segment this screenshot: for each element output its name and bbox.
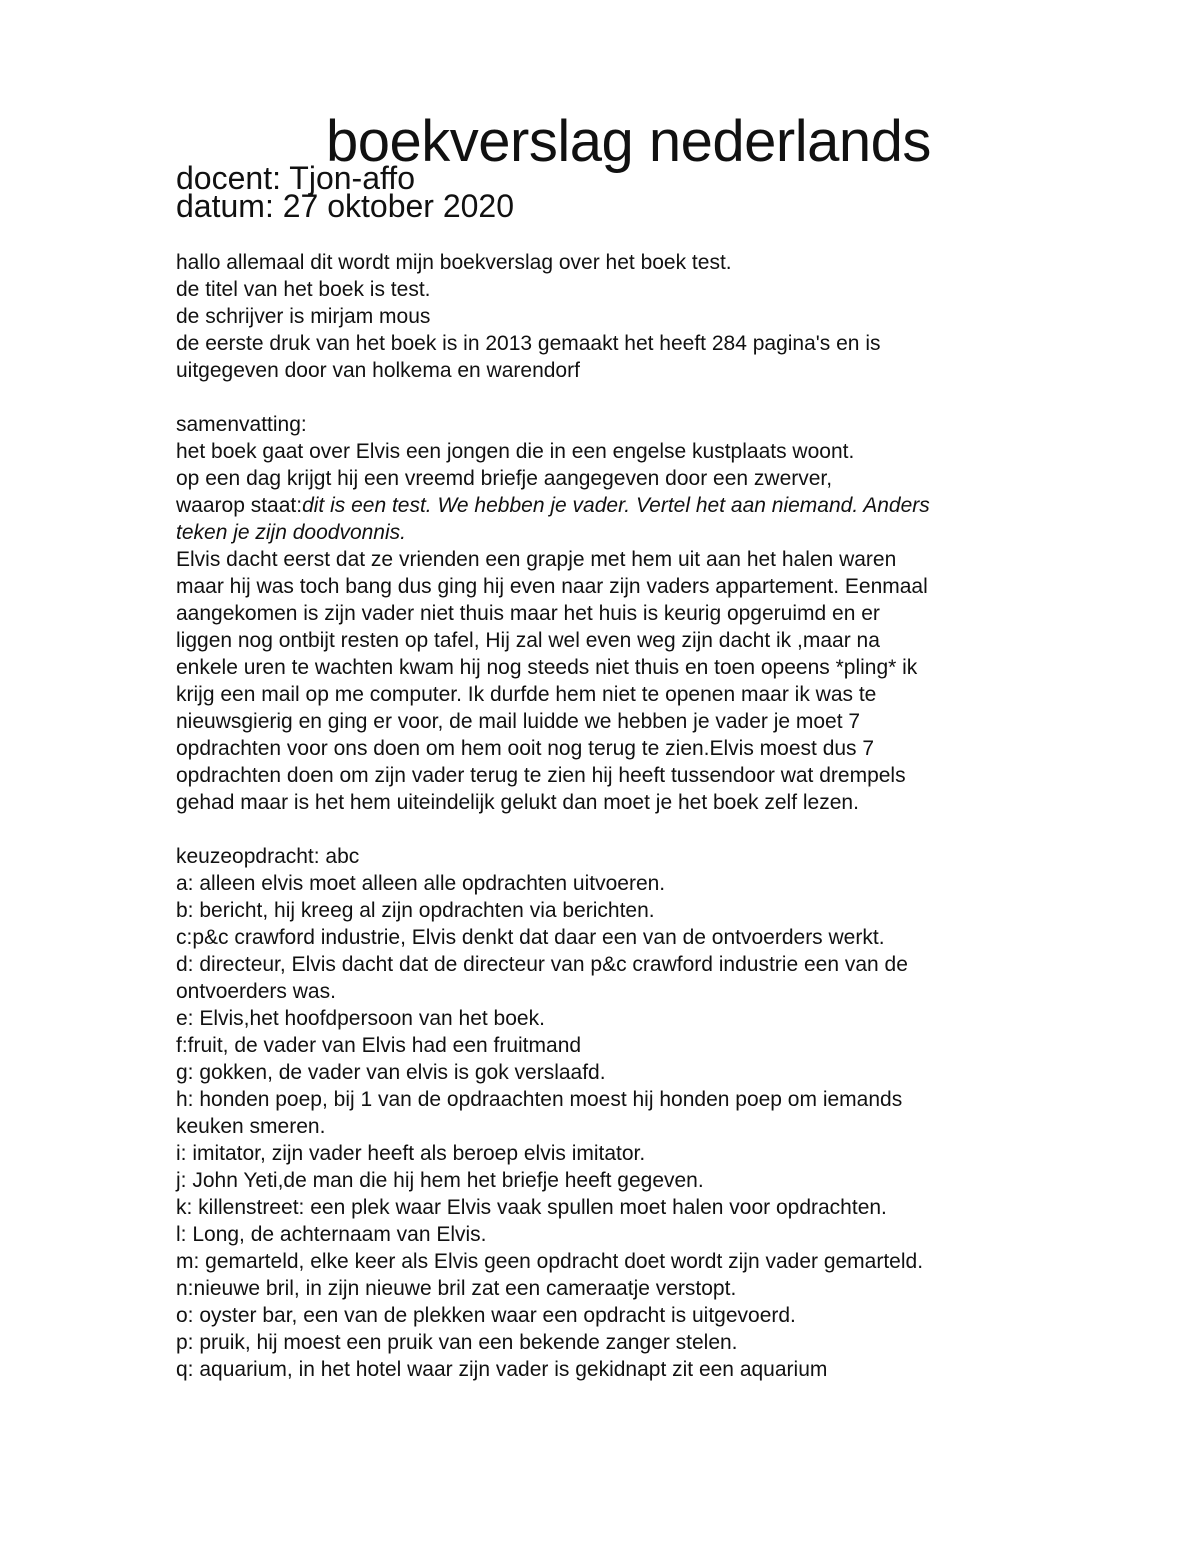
letter-quote: dit is een test. We hebben je vader. Vertel het aan niemand. Anders xyxy=(302,494,930,517)
abc-item: a: alleen elvis moet alleen alle opdrachten uitvoeren. xyxy=(176,872,666,895)
abc-heading: keuzeopdracht: abc xyxy=(176,845,360,868)
summary-line: opdrachten doen om zijn vader terug te zien hij heeft tussendoor wat drempels xyxy=(176,764,906,787)
summary-line: maar hij was toch bang dus ging hij even naar zijn vaders appartement. Eenmaal xyxy=(176,575,928,598)
abc-item: q: aquarium, in het hotel waar zijn vader is gekidnapt zit een aquarium xyxy=(176,1358,828,1381)
abc-section xyxy=(176,843,1036,1383)
summary-line: nieuwsgierig en ging er voor, de mail luidde we hebben je vader je moet 7 xyxy=(176,710,861,733)
summary-line: krijg een mail op me computer. Ik durfde hem niet te openen maar ik was te xyxy=(176,683,877,706)
abc-item: ontvoerders was. xyxy=(176,980,336,1003)
summary-line xyxy=(176,492,1036,519)
abc-item: e: Elvis,het hoofdpersoon van het boek. xyxy=(176,1007,545,1030)
paragraph-gap xyxy=(176,816,1036,843)
abc-item: b: bericht, hij kreeg al zijn opdrachten via berichten. xyxy=(176,899,655,922)
intro-section xyxy=(176,249,1036,384)
abc-item: g: gokken, de vader van elvis is gok verslaafd. xyxy=(176,1061,606,1084)
summary-section xyxy=(176,411,1036,816)
abc-item: c:p&c crawford industrie, Elvis denkt dat daar een van de ontvoerders werkt. xyxy=(176,926,885,949)
abc-item: i: imitator, zijn vader heeft als beroep elvis imitator. xyxy=(176,1142,646,1165)
summary-line: op een dag krijgt hij een vreemd briefje aangegeven door een zwerver, xyxy=(176,467,833,490)
abc-item: j: John Yeti,de man die hij hem het briefje heeft gegeven. xyxy=(176,1169,704,1192)
abc-item: o: oyster bar, een van de plekken waar een opdracht is uitgevoerd. xyxy=(176,1304,796,1327)
summary-line: aangekomen is zijn vader niet thuis maar het huis is keurig opgeruimd en er xyxy=(176,602,880,625)
letter-quote-continued: teken je zijn doodvonnis. xyxy=(176,521,406,544)
paragraph-gap xyxy=(176,384,1036,411)
datum-line: datum: 27 oktober 2020 xyxy=(176,188,515,224)
abc-item: f:fruit, de vader van Elvis had een fruitmand xyxy=(176,1034,582,1057)
summary-line: opdrachten voor ons doen om hem ooit nog terug te zien.Elvis moest dus 7 xyxy=(176,737,875,760)
summary-heading: samenvatting: xyxy=(176,413,307,436)
summary-line: het boek gaat over Elvis een jongen die in een engelse kustplaats woont. xyxy=(176,440,855,463)
abc-item: n:nieuwe bril, in zijn nieuwe bril zat een cameraatje verstopt. xyxy=(176,1277,737,1300)
summary-line-plain: waarop staat: xyxy=(176,494,303,517)
abc-item: m: gemarteld, elke keer als Elvis geen opdracht doet wordt zijn vader gemarteld. xyxy=(176,1250,924,1273)
abc-item: k: killenstreet: een plek waar Elvis vaak spullen moet halen voor opdrachten. xyxy=(176,1196,887,1219)
intro-line: hallo allemaal dit wordt mijn boekverslag over het boek test. xyxy=(176,251,732,274)
abc-item: keuken smeren. xyxy=(176,1115,326,1138)
intro-line: de schrijver is mirjam mous xyxy=(176,305,431,328)
summary-line: liggen nog ontbijt resten op tafel, Hij zal wel even weg zijn dacht ik ,maar na xyxy=(176,629,880,652)
document-title: boekverslag nederlands xyxy=(326,109,931,174)
intro-line: uitgegeven door van holkema en warendorf xyxy=(176,359,580,382)
docent-line: docent: Tjon-affo xyxy=(176,160,415,196)
abc-item: l: Long, de achternaam van Elvis. xyxy=(176,1223,487,1246)
abc-item: h: honden poep, bij 1 van de opdraachten moest hij honden poep om iemands xyxy=(176,1088,903,1111)
summary-line: gehad maar is het hem uiteindelijk gelukt dan moet je het boek zelf lezen. xyxy=(176,791,859,814)
intro-line: de titel van het boek is test. xyxy=(176,278,431,301)
abc-item: d: directeur, Elvis dacht dat de directeur van p&c crawford industrie een van de xyxy=(176,953,908,976)
abc-item: p: pruik, hij moest een pruik van een bekende zanger stelen. xyxy=(176,1331,738,1354)
summary-line: Elvis dacht eerst dat ze vrienden een grapje met hem uit aan het halen waren xyxy=(176,548,897,571)
document-body xyxy=(176,249,1036,1383)
summary-line: enkele uren te wachten kwam hij nog steeds niet thuis en toen opeens *pling* ik xyxy=(176,656,918,679)
intro-line: de eerste druk van het boek is in 2013 gemaakt het heeft 284 pagina's en is xyxy=(176,332,881,355)
